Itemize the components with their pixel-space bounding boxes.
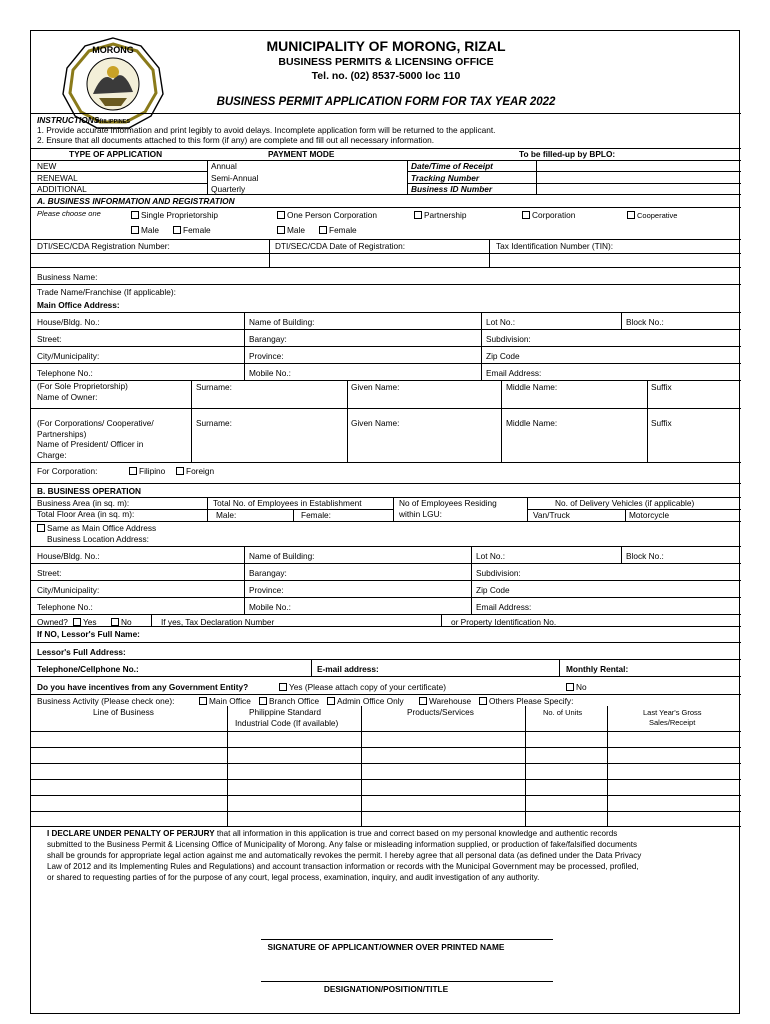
lessor-name-label: If NO, Lessor's Full Name:: [37, 629, 140, 639]
gross-header-2: Sales/Receipt: [649, 718, 696, 727]
dti-date-label: DTI/SEC/CDA Date of Registration:: [275, 241, 406, 251]
officer-surname-label: Surname:: [196, 418, 232, 428]
tax-declaration-label: If yes, Tax Declaration Number: [161, 617, 275, 627]
main-telephone-label: Telephone No.:: [37, 368, 93, 378]
section-b-title: B. BUSINESS OPERATION: [37, 486, 142, 496]
checkbox-icon: [419, 697, 427, 705]
checkbox-icon: [111, 618, 119, 626]
main-mobile-label: Mobile No.:: [249, 368, 291, 378]
declaration-line-2: submitted to the Business Permit & Licensing Office of Municipality of Morong. Any false or misleading information supplied, or production of fake/falsified documents: [47, 840, 638, 849]
applicant-signature-line[interactable]: [261, 939, 553, 940]
loc-street-label: Street:: [37, 568, 62, 578]
checkbox-icon: [327, 697, 335, 705]
owner-middle-name-label: Middle Name:: [506, 382, 558, 392]
owner-surname-label: Surname:: [196, 382, 232, 392]
loc-barangay-label: Barangay:: [249, 568, 287, 578]
sole-male[interactable]: Male: [131, 226, 159, 234]
form-title: BUSINESS PERMIT APPLICATION FORM FOR TAX YEAR 2022: [216, 96, 556, 108]
permit-form: [30, 30, 740, 1014]
employees-female-label: Female:: [301, 510, 331, 520]
checkbox-icon: [277, 226, 285, 234]
units-header: No. of Units: [543, 708, 583, 717]
org-single-proprietorship[interactable]: Single Proprietorship: [131, 211, 218, 219]
checkbox-icon: [414, 211, 422, 219]
owned-yes[interactable]: Yes: [73, 618, 97, 626]
declaration-line-1: I DECLARE UNDER PENALTY OF PERJURY that all information in this application is true and correct based on my personal knowledge and authentic records: [47, 829, 618, 838]
payment-quarterly: Quarterly: [211, 184, 246, 194]
incentives-question: Do you have incentives from any Government Entity?: [37, 682, 249, 692]
main-street-label: Street:: [37, 334, 62, 344]
loc-subdivision-label: Subdivision:: [476, 568, 521, 578]
opc-female[interactable]: Female: [319, 226, 357, 234]
corp-officer-note-2: Partnerships): [37, 429, 87, 439]
bplo-header: To be filled-up by BPLO:: [519, 149, 616, 159]
psic-header-2: Industrial Code (If available): [235, 718, 339, 728]
declaration-line-4: Law of 2012 and its Implementing Rules and Regulations) and account transaction information or records with the Municipal Government may be processed, profiled,: [47, 862, 639, 871]
delivery-vehicles-label: No. of Delivery Vehicles (if applicable): [555, 498, 695, 508]
lessor-email-label: E-mail address:: [317, 664, 379, 674]
loc-building-label: Name of Building:: [249, 551, 315, 561]
municipality-title: MUNICIPALITY OF MORONG, RIZAL: [266, 38, 506, 54]
line-of-business-header: Line of Business: [93, 707, 154, 717]
business-area-label: Business Area (in sq. m):: [37, 498, 130, 508]
loc-province-label: Province:: [249, 585, 284, 595]
designation-line[interactable]: [261, 981, 553, 982]
checkbox-icon: [319, 226, 327, 234]
corp-officer-note-3: Name of President/ Officer in: [37, 439, 144, 449]
checkbox-icon: [259, 697, 267, 705]
main-barangay-label: Barangay:: [249, 334, 287, 344]
owned-no[interactable]: No: [111, 618, 132, 626]
payment-semi-annual: Semi-Annual: [211, 173, 259, 183]
psic-header-1: Philippine Standard: [249, 707, 321, 717]
owned-label: Owned?: [37, 617, 68, 627]
office-tel: Tel. no. (02) 8537-5000 loc 110: [311, 70, 461, 82]
corp-filipino[interactable]: Filipino: [129, 467, 165, 475]
corp-officer-note-4: Charge:: [37, 450, 67, 460]
officer-suffix-label: Suffix: [651, 418, 672, 428]
logo-bottom-text: PHILIPPINES: [95, 119, 131, 125]
checkbox-icon: [566, 683, 574, 691]
checkbox-icon: [131, 211, 139, 219]
checkbox-icon: [277, 211, 285, 219]
checkbox-icon: [522, 211, 530, 219]
instruction-1: 1. Provide accurate information and print legibly to avoid delays. Incomplete application form will be returned to the applicant.: [37, 125, 496, 135]
floor-area-label: Total Floor Area (in sq. m):: [37, 509, 135, 519]
trade-name-label: Trade Name/Franchise (If applicable):: [37, 287, 176, 297]
incentives-no[interactable]: No: [566, 683, 587, 691]
loc-email-label: Email Address:: [476, 602, 532, 612]
main-zip-label: Zip Code: [486, 351, 520, 361]
app-type-additional: ADDITIONAL: [37, 184, 87, 194]
app-type-new: NEW: [37, 161, 57, 171]
main-email-label: Email Address:: [486, 368, 542, 378]
officer-given-name-label: Given Name:: [351, 418, 400, 428]
loc-mobile-label: Mobile No.:: [249, 602, 291, 612]
opc-male[interactable]: Male: [277, 226, 305, 234]
checkbox-icon: [173, 226, 181, 234]
lgu-employees-label-1: No of Employees Residing: [399, 498, 497, 508]
lessor-phone-label: Telephone/Cellphone No.:: [37, 664, 139, 674]
bplo-tracking: Tracking Number: [411, 173, 480, 183]
monthly-rental-label: Monthly Rental:: [566, 664, 629, 674]
payment-annual: Annual: [211, 161, 237, 171]
total-employees-label: Total No. of Employees in Establishment: [213, 498, 362, 508]
main-city-label: City/Municipality:: [37, 351, 100, 361]
checkbox-icon: [199, 697, 207, 705]
office-name: BUSINESS PERMITS & LICENSING OFFICE: [278, 56, 494, 68]
loc-telephone-label: Telephone No.:: [37, 602, 93, 612]
checkbox-icon: [37, 524, 45, 532]
products-header: Products/Services: [407, 707, 474, 717]
motorcycle-label: Motorcycle: [629, 510, 670, 520]
van-truck-label: Van/Truck: [533, 510, 570, 520]
loc-city-label: City/Municipality:: [37, 585, 100, 595]
lessor-address-label: Lessor's Full Address:: [37, 647, 126, 657]
applicant-signature-label: SIGNATURE OF APPLICANT/OWNER OVER PRINTED NAME: [267, 942, 505, 952]
owner-given-name-label: Given Name:: [351, 382, 400, 392]
loc-block-label: Block No.:: [626, 551, 664, 561]
for-corporation-label: For Corporation:: [37, 466, 98, 476]
designation-label: DESIGNATION/POSITION/TITLE: [323, 984, 449, 994]
app-type-renewal: RENEWAL: [37, 173, 78, 183]
checkbox-icon: [627, 211, 635, 219]
org-corporation[interactable]: Corporation: [522, 211, 575, 219]
activity-others[interactable]: Others Please Specify:: [479, 697, 573, 705]
please-choose-one: Please choose one: [37, 209, 101, 218]
org-one-person-corp[interactable]: One Person Corporation: [277, 211, 377, 219]
declaration-line-5: or shared to requesting parties of for the purpose of any court, legal process, examination, inquiry, and audit investigation of any authority.: [47, 873, 540, 882]
tin-label: Tax Identification Number (TIN):: [496, 241, 614, 251]
lgu-employees-label-2: within LGU:: [399, 509, 442, 519]
instructions-title: INSTRUCTIONS:: [37, 115, 102, 125]
main-lot-label: Lot No.:: [486, 317, 516, 327]
loc-house-label: House/Bldg. No.:: [37, 551, 100, 561]
main-office-label: Main Office Address:: [37, 300, 120, 310]
name-of-owner-label: Name of Owner:: [37, 392, 98, 402]
checkbox-icon: [176, 467, 184, 475]
loc-zip-label: Zip Code: [476, 585, 510, 595]
corp-officer-note-1: (For Corporations/ Cooperative/: [37, 418, 154, 428]
corp-foreign[interactable]: Foreign: [176, 467, 214, 475]
declaration-line-3: shall be grounds for appropriate legal action against me and automatically revokes the permit. I hereby agree that all personal data (as defined under the Data Privacy: [47, 851, 642, 860]
property-id-label: or Property Identification No.: [451, 617, 557, 627]
loc-lot-label: Lot No.:: [476, 551, 506, 561]
gross-header-1: Last Year's Gross: [643, 708, 702, 717]
activity-admin-office[interactable]: Admin Office Only: [327, 697, 404, 705]
location-address-label: Business Location Address:: [47, 534, 149, 544]
same-as-main-office[interactable]: Same as Main Office Address: [37, 524, 156, 532]
incentives-yes[interactable]: Yes (Please attach copy of your certificate): [279, 683, 446, 691]
checkbox-icon: [479, 697, 487, 705]
business-activity-label: Business Activity (Please check one):: [37, 696, 175, 706]
org-partnership[interactable]: Partnership: [414, 211, 466, 219]
bplo-business-id: Business ID Number: [411, 184, 493, 194]
instruction-2: 2. Ensure that all documents attached to this form (if any) are complete and fill out all necessary information.: [37, 135, 435, 145]
logo-top-text: MORONG: [92, 45, 134, 55]
officer-middle-name-label: Middle Name:: [506, 418, 558, 428]
payment-mode-header: PAYMENT MODE: [268, 149, 335, 159]
type-of-application-header: TYPE OF APPLICATION: [69, 149, 163, 159]
section-a-title: A. BUSINESS INFORMATION AND REGISTRATION: [37, 196, 235, 206]
sole-owner-note: (For Sole Proprietorship): [37, 381, 128, 391]
bplo-date-time: Date/Time of Receipt: [411, 161, 493, 171]
main-province-label: Province:: [249, 351, 284, 361]
dti-registration-label: DTI/SEC/CDA Registration Number:: [37, 241, 170, 251]
checkbox-icon: [73, 618, 81, 626]
employees-male-label: Male:: [216, 510, 237, 520]
main-house-label: House/Bldg. No.:: [37, 317, 100, 327]
main-block-label: Block No.:: [626, 317, 664, 327]
owner-suffix-label: Suffix: [651, 382, 672, 392]
main-building-label: Name of Building:: [249, 317, 315, 327]
main-subdivision-label: Subdivision:: [486, 334, 531, 344]
sole-female[interactable]: Female: [173, 226, 211, 234]
checkbox-icon: [131, 226, 139, 234]
business-name-label: Business Name:: [37, 272, 98, 282]
activity-main-office[interactable]: Main Office: [199, 697, 251, 705]
activity-branch-office[interactable]: Branch Office: [259, 697, 319, 705]
activity-warehouse[interactable]: Warehouse: [419, 697, 471, 705]
checkbox-icon: [279, 683, 287, 691]
checkbox-icon: [129, 467, 137, 475]
org-cooperative[interactable]: Cooperative: [627, 211, 677, 220]
